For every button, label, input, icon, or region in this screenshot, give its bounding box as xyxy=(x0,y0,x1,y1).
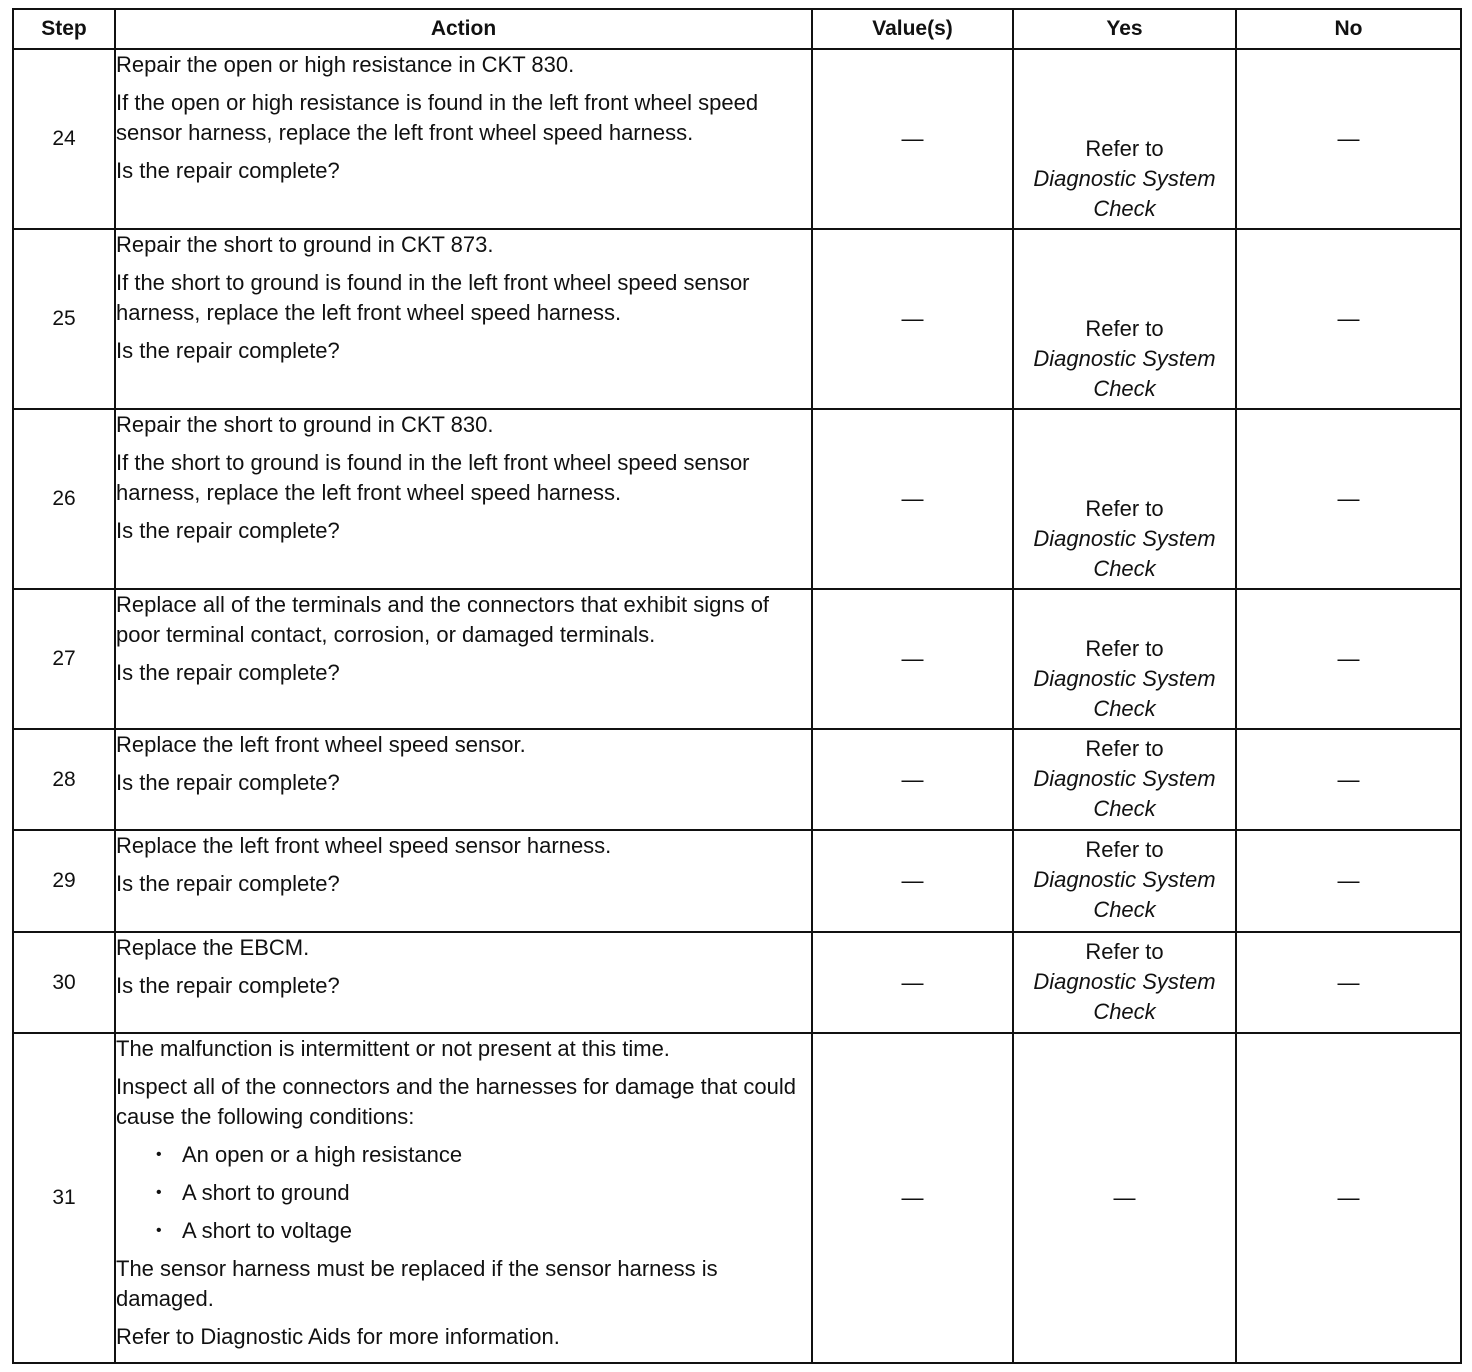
yes-cell xyxy=(1013,229,1236,409)
action-text: If the short to ground is found in the left front wheel speed sensor harness, replace the left front wheel speed harness. xyxy=(116,270,750,325)
yes-cell xyxy=(1013,830,1236,932)
step-number: 30 xyxy=(13,932,115,1033)
yes-reference-link[interactable]: Diagnostic System Check xyxy=(1033,526,1216,581)
action-question: Is the repair complete? xyxy=(116,660,340,685)
table-row-step-26 xyxy=(13,409,1461,589)
yes-cell xyxy=(1013,932,1236,1033)
action-question: Is the repair complete? xyxy=(116,518,340,543)
yes-cell xyxy=(1013,409,1236,589)
value-dash: — xyxy=(901,969,924,995)
value-dash: — xyxy=(901,646,924,671)
no-dash: — xyxy=(1337,646,1360,671)
table-row-step-27 xyxy=(13,589,1461,729)
header-values: Value(s) xyxy=(812,9,1013,49)
table-row-step-24 xyxy=(13,49,1461,229)
action-cell xyxy=(115,932,812,1033)
yes-reference-link[interactable]: Diagnostic System Check xyxy=(1033,867,1216,922)
value-cell xyxy=(812,1033,1013,1363)
value-cell xyxy=(812,229,1013,409)
yes-refer-to: Refer to xyxy=(1085,136,1164,161)
action-question: Is the repair complete? xyxy=(116,338,340,363)
no-dash: — xyxy=(1337,1185,1360,1210)
no-cell xyxy=(1236,729,1461,830)
step-number: 31 xyxy=(13,1033,115,1363)
no-dash: — xyxy=(1337,306,1360,331)
no-cell xyxy=(1236,830,1461,932)
action-cell xyxy=(115,830,812,932)
step-number: 29 xyxy=(13,830,115,932)
yes-refer-to: Refer to xyxy=(1085,736,1164,761)
table-row-step-28 xyxy=(13,729,1461,830)
yes-refer-to: Refer to xyxy=(1085,636,1164,661)
value-dash: — xyxy=(901,126,924,151)
value-dash: — xyxy=(901,766,924,792)
yes-reference-link[interactable]: Diagnostic System Check xyxy=(1033,346,1216,401)
value-dash: — xyxy=(901,486,924,511)
yes-cell xyxy=(1013,589,1236,729)
value-dash: — xyxy=(901,1185,924,1210)
header-action: Action xyxy=(115,9,812,49)
action-text: Replace the EBCM. xyxy=(116,935,310,960)
yes-reference-link[interactable]: Diagnostic System Check xyxy=(1033,766,1216,821)
action-text: Replace the left front wheel speed sensor harness. xyxy=(116,833,612,858)
action-question: Is the repair complete? xyxy=(116,158,340,183)
value-cell xyxy=(812,409,1013,589)
no-dash: — xyxy=(1337,969,1360,995)
action-question: Is the repair complete? xyxy=(116,973,340,998)
yes-cell xyxy=(1013,729,1236,830)
no-cell xyxy=(1236,49,1461,229)
yes-cell xyxy=(1013,1033,1236,1363)
step-number: 27 xyxy=(13,589,115,729)
table-row-step-29 xyxy=(13,830,1461,932)
yes-cell xyxy=(1013,49,1236,229)
action-cell xyxy=(115,49,812,229)
action-cell xyxy=(115,729,812,830)
action-text: If the short to ground is found in the left front wheel speed sensor harness, replace the left front wheel speed harness. xyxy=(116,450,750,505)
no-cell xyxy=(1236,932,1461,1033)
table-row-step-25 xyxy=(13,229,1461,409)
list-item: • An open or a high resistance xyxy=(156,1140,811,1170)
diagnostic-table-sheet xyxy=(12,8,1460,1364)
condition-list xyxy=(116,1140,811,1246)
no-dash: — xyxy=(1337,868,1360,893)
value-cell xyxy=(812,830,1013,932)
step-number: 28 xyxy=(13,729,115,830)
no-cell xyxy=(1236,589,1461,729)
no-dash: — xyxy=(1337,486,1360,511)
list-item: • A short to ground xyxy=(156,1178,811,1208)
diagnostic-steps-table xyxy=(12,8,1462,1364)
value-dash: — xyxy=(901,306,924,331)
header-no: No xyxy=(1236,9,1461,49)
action-cell xyxy=(115,589,812,729)
step-number: 24 xyxy=(13,49,115,229)
table-row-step-31 xyxy=(13,1033,1461,1363)
value-cell xyxy=(812,589,1013,729)
action-text: Repair the short to ground in CKT 830. xyxy=(116,412,494,437)
value-cell xyxy=(812,49,1013,229)
no-dash: — xyxy=(1337,126,1360,151)
header-yes: Yes xyxy=(1013,9,1236,49)
no-dash: — xyxy=(1337,766,1360,792)
step-number: 25 xyxy=(13,229,115,409)
yes-reference-link[interactable]: Diagnostic System Check xyxy=(1033,969,1216,1024)
action-text: Inspect all of the connectors and the harnesses for damage that could cause the following conditions: xyxy=(116,1074,796,1129)
yes-reference-link[interactable]: Diagnostic System Check xyxy=(1033,666,1216,721)
no-cell xyxy=(1236,1033,1461,1363)
action-question: Is the repair complete? xyxy=(116,871,340,896)
value-cell xyxy=(812,932,1013,1033)
yes-reference-link[interactable]: Diagnostic System Check xyxy=(1033,166,1216,221)
step-number: 26 xyxy=(13,409,115,589)
action-cell xyxy=(115,409,812,589)
yes-dash: — xyxy=(1113,1185,1136,1210)
action-text: Replace all of the terminals and the connectors that exhibit signs of poor terminal contact, corrosion, or damaged terminals. xyxy=(116,592,770,647)
no-cell xyxy=(1236,229,1461,409)
value-dash: — xyxy=(901,868,924,893)
header-step: Step xyxy=(13,9,115,49)
action-question: Is the repair complete? xyxy=(116,770,340,795)
action-cell xyxy=(115,1033,812,1363)
yes-refer-to: Refer to xyxy=(1085,837,1164,862)
table-row-step-30 xyxy=(13,932,1461,1033)
action-cell xyxy=(115,229,812,409)
action-text: The malfunction is intermittent or not present at this time. xyxy=(116,1036,670,1061)
action-text: Repair the open or high resistance in CKT 830. xyxy=(116,52,575,77)
action-text: Repair the short to ground in CKT 873. xyxy=(116,232,494,257)
yes-refer-to: Refer to xyxy=(1085,939,1164,964)
action-text: Refer to Diagnostic Aids for more information. xyxy=(116,1324,560,1349)
action-text: The sensor harness must be replaced if the sensor harness is damaged. xyxy=(116,1256,718,1311)
no-cell xyxy=(1236,409,1461,589)
action-text: If the open or high resistance is found in the left front wheel speed sensor harness, replace the left front wheel speed harness. xyxy=(116,90,759,145)
action-text: Replace the left front wheel speed sensor. xyxy=(116,732,526,757)
table-header-row xyxy=(13,9,1461,49)
yes-refer-to: Refer to xyxy=(1085,316,1164,341)
value-cell xyxy=(812,729,1013,830)
yes-refer-to: Refer to xyxy=(1085,496,1164,521)
list-item: • A short to voltage xyxy=(156,1216,811,1246)
